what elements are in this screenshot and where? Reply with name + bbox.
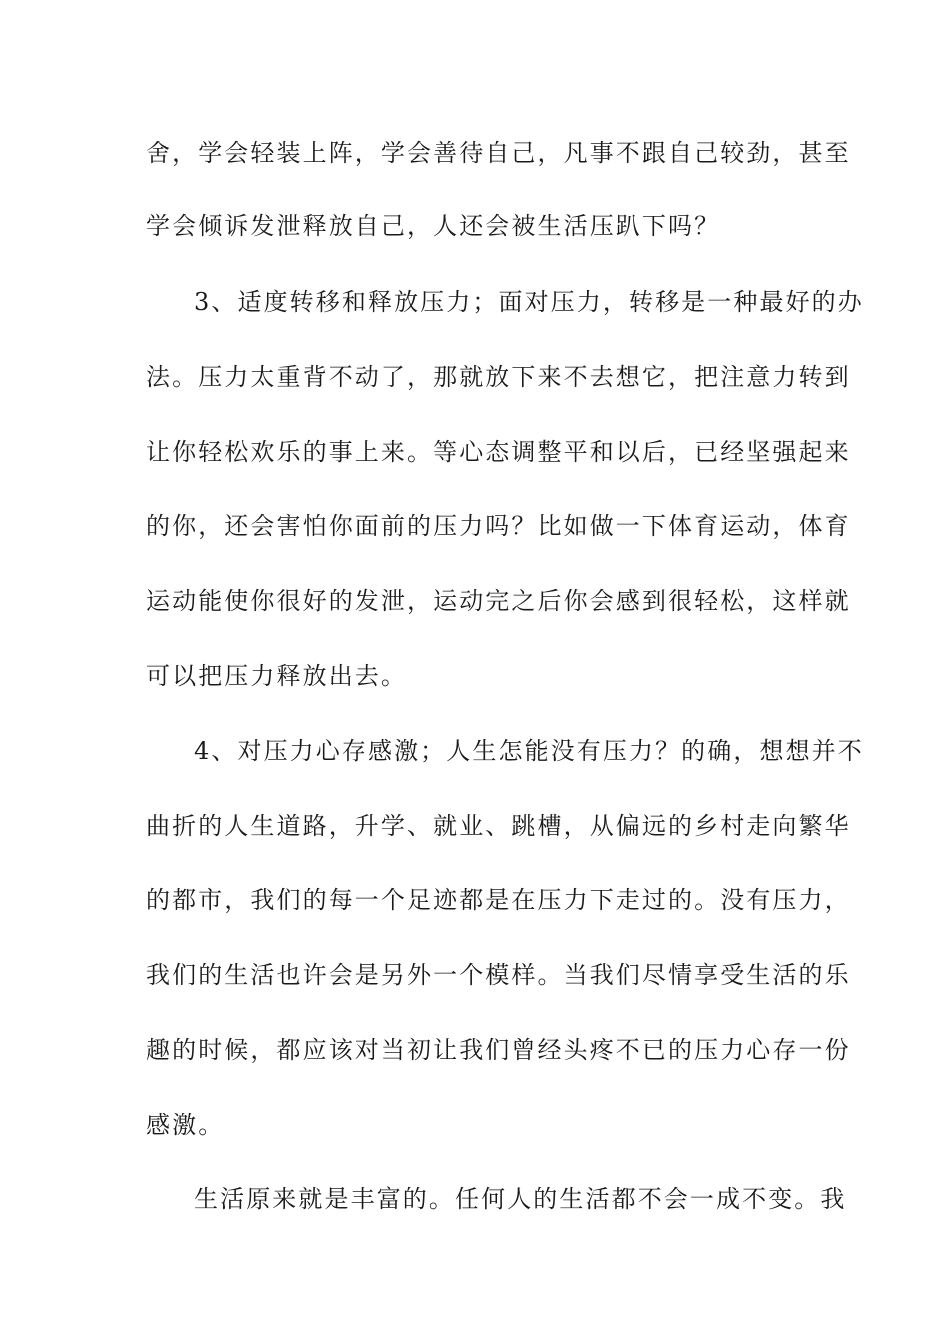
paragraph-start-line: 生活原来就是丰富的。任何人的生活都不会一成不变。我	[194, 1185, 847, 1213]
text-line: 的你，还会害怕你面前的压力吗？比如做一下体育运动，体育	[146, 512, 851, 540]
text-line: 舍，学会轻装上阵，学会善待自己，凡事不跟自己较劲，甚至	[146, 139, 851, 167]
text-line: 曲折的人生道路，升学、就业、跳槽，从偏远的乡村走向繁华	[146, 812, 851, 840]
paragraph-start-line: 3、适度转移和释放压力；面对压力，转移是一种最好的办	[194, 288, 864, 316]
text-line: 趣的时候，都应该对当初让我们曾经头疼不已的压力心存一份	[146, 1036, 851, 1064]
text-line: 法。压力太重背不动了，那就放下来不去想它，把注意力转到	[146, 363, 851, 391]
text-line: 运动能使你很好的发泄，运动完之后你会感到很轻松，这样就	[146, 587, 851, 615]
text-line: 我们的生活也许会是另外一个模样。当我们尽情享受生活的乐	[146, 961, 851, 989]
text-line: 感激。	[146, 1111, 225, 1139]
text-line: 让你轻松欢乐的事上来。等心态调整平和以后，已经坚强起来	[146, 438, 851, 466]
text-line: 的都市，我们的每一个足迹都是在压力下走过的。没有压力，	[146, 886, 851, 914]
text-line: 可以把压力释放出去。	[146, 662, 407, 690]
paragraph-start-line: 4、对压力心存感激；人生怎能没有压力？的确，想想并不	[194, 737, 864, 765]
text-line: 学会倾诉发泄释放自己，人还会被生活压趴下吗？	[146, 212, 721, 240]
